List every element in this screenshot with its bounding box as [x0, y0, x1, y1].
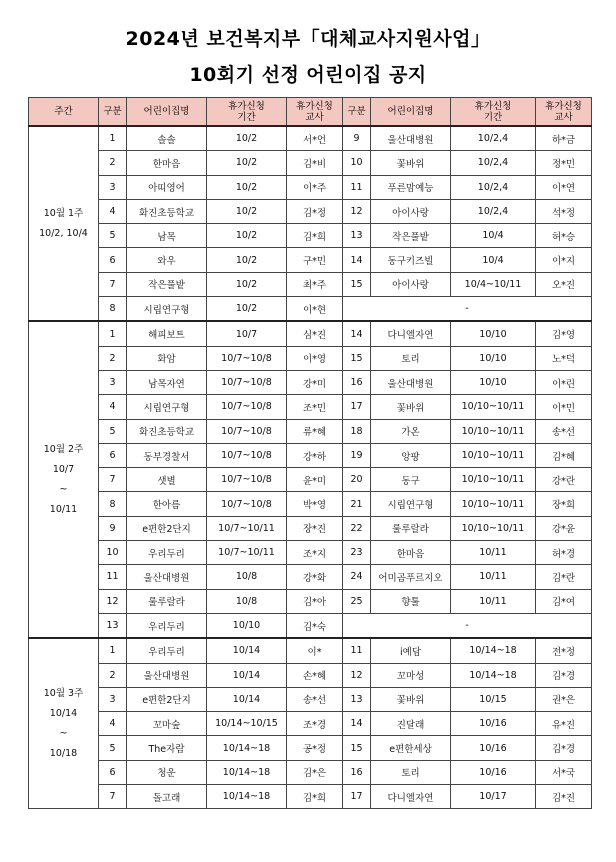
center-name-left: 화진초등학교: [127, 199, 207, 223]
center-name-left: 룰루랄라: [127, 589, 207, 613]
row-no-left: 12: [99, 589, 127, 613]
center-name-right: 동구: [371, 468, 451, 492]
row-no-left: 4: [99, 199, 127, 223]
teacher-left: 강*화: [287, 565, 343, 589]
teacher-left: 장*진: [287, 516, 343, 540]
table-row: [29, 199, 592, 223]
center-name-right: 가온: [371, 419, 451, 443]
row-no-right: 11: [343, 638, 371, 663]
leave-period-right: 10/16: [451, 736, 536, 760]
teacher-right: 하*금: [536, 126, 592, 151]
row-no-left: 11: [99, 565, 127, 589]
row-no-right: 20: [343, 468, 371, 492]
leave-period-left: 10/7~10/8: [207, 468, 287, 492]
center-name-left: 샛별: [127, 468, 207, 492]
leave-period-right: 10/10~10/11: [451, 492, 536, 516]
leave-period-right: 10/16: [451, 712, 536, 736]
center-name-left: 해피보트: [127, 321, 207, 346]
row-no-left: 2: [99, 151, 127, 175]
center-name-left: 우리두리: [127, 613, 207, 638]
row-no-left: 6: [99, 248, 127, 272]
row-no-right: 24: [343, 565, 371, 589]
center-name-left: 화암: [127, 346, 207, 370]
teacher-left: 조*경: [287, 712, 343, 736]
leave-period-left: 10/7: [207, 321, 287, 346]
center-name-right: 다니엘자연: [371, 321, 451, 346]
leave-period-left: 10/2: [207, 175, 287, 199]
leave-period-right: 10/11: [451, 541, 536, 565]
teacher-right: 김*혜: [536, 443, 592, 467]
leave-period-right: 10/15: [451, 687, 536, 711]
leave-period-left: 10/7~10/8: [207, 370, 287, 394]
center-name-left: 화진초등학교: [127, 419, 207, 443]
week-label-line: 10월 1주: [43, 207, 84, 219]
center-name-right: 향툴: [371, 589, 451, 613]
leave-period-left: 10/14~18: [207, 736, 287, 760]
header-col-center-left: 어린이집명: [127, 98, 207, 127]
center-name-left: 돌고래: [127, 785, 207, 809]
row-no-left: 8: [99, 297, 127, 322]
leave-period-left: 10/14~18: [207, 785, 287, 809]
week-label-line: 10/14: [49, 707, 78, 719]
table-row: [29, 785, 592, 809]
table-row: [29, 687, 592, 711]
week-label-line: ~: [59, 727, 68, 739]
leave-period-left: 10/8: [207, 589, 287, 613]
header-col-teacher-right: 휴가신청 교사: [536, 98, 592, 127]
table-row: [29, 736, 592, 760]
row-no-right: 12: [343, 663, 371, 687]
leave-period-left: 10/2: [207, 151, 287, 175]
table-row: [29, 175, 592, 199]
table-row: [29, 151, 592, 175]
center-name-left: 와우: [127, 248, 207, 272]
row-no-right: 16: [343, 370, 371, 394]
leave-period-left: 10/14: [207, 638, 287, 663]
row-no-right: 22: [343, 516, 371, 540]
center-name-left: 한아름: [127, 492, 207, 516]
leave-period-left: 10/7~10/11: [207, 541, 287, 565]
center-name-right: 아이사랑: [371, 199, 451, 223]
week-label: [29, 126, 99, 321]
teacher-right: 권*은: [536, 687, 592, 711]
header-col-center-right: 어린이집명: [371, 98, 451, 127]
table-row: [29, 613, 592, 638]
leave-period-right: 10/10: [451, 370, 536, 394]
teacher-right: 석*정: [536, 199, 592, 223]
center-name-right: 꽃바위: [371, 687, 451, 711]
leave-period-left: 10/2: [207, 224, 287, 248]
row-no-left: 5: [99, 419, 127, 443]
center-name-right: e편한세상: [371, 736, 451, 760]
center-name-left: 울산대병원: [127, 565, 207, 589]
teacher-left: 강*미: [287, 370, 343, 394]
teacher-right: 유*진: [536, 712, 592, 736]
row-no-right: 21: [343, 492, 371, 516]
row-no-left: 1: [99, 638, 127, 663]
leave-period-right: 10/10: [451, 346, 536, 370]
leave-period-left: 10/14~18: [207, 760, 287, 784]
row-no-right: 9: [343, 126, 371, 151]
teacher-left: 김*비: [287, 151, 343, 175]
leave-period-left: 10/7~10/8: [207, 419, 287, 443]
leave-period-right: 10/17: [451, 785, 536, 809]
row-no-left: 1: [99, 321, 127, 346]
center-name-left: 꼬마숲: [127, 712, 207, 736]
row-no-left: 7: [99, 468, 127, 492]
row-no-right: 16: [343, 760, 371, 784]
notice-title: 2024년 보건복지부「대체교사지원사업」: [125, 28, 491, 50]
teacher-left: 서*언: [287, 126, 343, 151]
row-no-left: 6: [99, 443, 127, 467]
table-row: [29, 468, 592, 492]
teacher-right: 김*경: [536, 736, 592, 760]
teacher-left: 송*선: [287, 687, 343, 711]
center-name-right: 진달래: [371, 712, 451, 736]
row-no-right: 13: [343, 224, 371, 248]
leave-period-left: 10/2: [207, 248, 287, 272]
leave-period-left: 10/7~10/8: [207, 443, 287, 467]
row-no-right: 11: [343, 175, 371, 199]
table-row: [29, 638, 592, 663]
row-no-left: 1: [99, 126, 127, 151]
week-label-line: 10월 3주: [43, 687, 84, 699]
table-row: [29, 443, 592, 467]
teacher-left: 구*민: [287, 248, 343, 272]
center-name-right: 어미곰푸르지오: [371, 565, 451, 589]
header-col-period-left: 휴가신청 기간: [207, 98, 287, 127]
teacher-left: 손*혜: [287, 663, 343, 687]
teacher-left: 김*숙: [287, 613, 343, 638]
teacher-right: 허*경: [536, 541, 592, 565]
row-no-left: 3: [99, 687, 127, 711]
row-no-right: 10: [343, 151, 371, 175]
table-row: [29, 370, 592, 394]
row-no-left: 5: [99, 736, 127, 760]
table-row: [29, 589, 592, 613]
center-name-right: 다니엘자연: [371, 785, 451, 809]
center-name-right: 룰루랄라: [371, 516, 451, 540]
table-row: [29, 565, 592, 589]
teacher-right: 허*승: [536, 224, 592, 248]
leave-period-right: 10/10~10/11: [451, 516, 536, 540]
teacher-left: 김*아: [287, 589, 343, 613]
center-name-right: 시립연구형: [371, 492, 451, 516]
leave-period-right: 10/10~10/11: [451, 395, 536, 419]
teacher-right: 이*지: [536, 248, 592, 272]
center-name-right: 토리: [371, 346, 451, 370]
center-name-left: 시립연구형: [127, 395, 207, 419]
teacher-left: 류*혜: [287, 419, 343, 443]
leave-period-right: 10/2,4: [451, 175, 536, 199]
teacher-right: 노*덕: [536, 346, 592, 370]
leave-period-right: 10/2,4: [451, 151, 536, 175]
week-label-line: 10/18: [49, 747, 78, 759]
teacher-left: 이*영: [287, 346, 343, 370]
teacher-left: 이*주: [287, 175, 343, 199]
center-name-left: 울산대병원: [127, 663, 207, 687]
row-no-left: 6: [99, 760, 127, 784]
table-row: [29, 516, 592, 540]
table-row: [29, 541, 592, 565]
leave-period-right: 10/16: [451, 760, 536, 784]
leave-period-right: 10/4~10/11: [451, 272, 536, 296]
leave-period-right: 10/11: [451, 565, 536, 589]
row-no-left: 7: [99, 272, 127, 296]
table-row: [29, 346, 592, 370]
teacher-right: 강*란: [536, 468, 592, 492]
row-no-right: 15: [343, 346, 371, 370]
teacher-right: 김*경: [536, 663, 592, 687]
header-col-no-left: 구분: [99, 98, 127, 127]
leave-period-right: 10/2,4: [451, 199, 536, 223]
teacher-left: 심*진: [287, 321, 343, 346]
teacher-left: 윤*미: [287, 468, 343, 492]
leave-period-left: 10/7~10/11: [207, 516, 287, 540]
teacher-left: 김*은: [287, 760, 343, 784]
row-no-left: 5: [99, 224, 127, 248]
table-row: [29, 663, 592, 687]
header-col-period-right: 휴가신청 기간: [451, 98, 536, 127]
row-no-left: 13: [99, 613, 127, 638]
table-row: [29, 224, 592, 248]
week-label: [29, 321, 99, 638]
center-name-left: 우리두리: [127, 638, 207, 663]
row-no-right: 17: [343, 785, 371, 809]
leave-period-left: 10/2: [207, 199, 287, 223]
header-col-teacher-left: 휴가신청 교사: [287, 98, 343, 127]
center-name-left: e편한2단지: [127, 516, 207, 540]
center-name-right: i예담: [371, 638, 451, 663]
teacher-right: 오*진: [536, 272, 592, 296]
teacher-right: 정*민: [536, 151, 592, 175]
row-no-left: 8: [99, 492, 127, 516]
leave-period-left: 10/2: [207, 126, 287, 151]
center-name-right: 동구키즈빌: [371, 248, 451, 272]
center-name-right: 토리: [371, 760, 451, 784]
week-section: [29, 321, 592, 638]
table-header: [29, 98, 592, 127]
leave-period-right: 10/10~10/11: [451, 419, 536, 443]
row-no-left: 2: [99, 663, 127, 687]
center-name-left: 솔솔: [127, 126, 207, 151]
center-name-right: 앙팡: [371, 443, 451, 467]
teacher-left: 김*희: [287, 224, 343, 248]
row-no-right: 17: [343, 395, 371, 419]
notice-subtitle: 10회기 선정 어린이집 공지: [189, 64, 427, 86]
center-name-right: 푸른맘예능: [371, 175, 451, 199]
row-no-left: 4: [99, 395, 127, 419]
teacher-left: 최*주: [287, 272, 343, 296]
teacher-left: 김*정: [287, 199, 343, 223]
teacher-left: 이*: [287, 638, 343, 663]
table-row: [29, 321, 592, 346]
row-no-right: 13: [343, 687, 371, 711]
table-row: [29, 297, 592, 322]
row-no-left: 3: [99, 370, 127, 394]
leave-period-left: 10/14~10/15: [207, 712, 287, 736]
center-name-left: 한마음: [127, 151, 207, 175]
center-name-left: 우리두리: [127, 541, 207, 565]
row-no-right: 14: [343, 248, 371, 272]
table-row: [29, 395, 592, 419]
center-name-left: The자람: [127, 736, 207, 760]
week-section: [29, 638, 592, 809]
teacher-left: 김*희: [287, 785, 343, 809]
center-name-left: 청운: [127, 760, 207, 784]
leave-period-left: 10/7~10/8: [207, 492, 287, 516]
center-name-left: 남목: [127, 224, 207, 248]
center-name-right: 아이사랑: [371, 272, 451, 296]
leave-period-right: 10/4: [451, 224, 536, 248]
week-label-line: ~: [59, 483, 68, 495]
leave-period-left: 10/2: [207, 297, 287, 322]
selection-table: [28, 97, 592, 809]
header-col-no-right: 구분: [343, 98, 371, 127]
center-name-right: 한마음: [371, 541, 451, 565]
teacher-left: 강*하: [287, 443, 343, 467]
row-no-right: 18: [343, 419, 371, 443]
center-name-right: 울산대병원: [371, 370, 451, 394]
row-no-right: 25: [343, 589, 371, 613]
center-name-right: 작은풀밭: [371, 224, 451, 248]
row-no-right: 15: [343, 736, 371, 760]
row-no-left: 7: [99, 785, 127, 809]
table-row: [29, 272, 592, 296]
leave-period-left: 10/2: [207, 272, 287, 296]
teacher-right: 송*선: [536, 419, 592, 443]
table-row: [29, 419, 592, 443]
center-name-right: 꽃바위: [371, 151, 451, 175]
teacher-left: 조*민: [287, 395, 343, 419]
row-no-right: 23: [343, 541, 371, 565]
leave-period-right: 10/11: [451, 589, 536, 613]
row-no-right: 15: [343, 272, 371, 296]
center-name-left: 시립연구형: [127, 297, 207, 322]
center-name-right: 꼬마성: [371, 663, 451, 687]
teacher-right: 이*린: [536, 370, 592, 394]
row-no-right: 14: [343, 712, 371, 736]
center-name-left: 아띠영어: [127, 175, 207, 199]
row-no-left: 4: [99, 712, 127, 736]
leave-period-left: 10/10: [207, 613, 287, 638]
leave-period-right: 10/10~10/11: [451, 468, 536, 492]
center-name-left: e편한2단지: [127, 687, 207, 711]
leave-period-right: 10/10: [451, 321, 536, 346]
teacher-right: 김*여: [536, 589, 592, 613]
table-row: [29, 248, 592, 272]
teacher-left: 공*정: [287, 736, 343, 760]
row-no-right: 12: [343, 199, 371, 223]
leave-period-left: 10/7~10/8: [207, 395, 287, 419]
leave-period-left: 10/8: [207, 565, 287, 589]
table-row: [29, 126, 592, 151]
leave-period-left: 10/14: [207, 663, 287, 687]
row-no-right: 14: [343, 321, 371, 346]
table-row: [29, 760, 592, 784]
leave-period-left: 10/7~10/8: [207, 346, 287, 370]
table-row: [29, 712, 592, 736]
table-row: [29, 492, 592, 516]
row-no-right: 19: [343, 443, 371, 467]
week-section: [29, 126, 592, 321]
center-name-right: 울산대병원: [371, 126, 451, 151]
leave-period-right: 10/4: [451, 248, 536, 272]
row-no-left: 10: [99, 541, 127, 565]
row-no-left: 2: [99, 346, 127, 370]
leave-period-right: 10/14~18: [451, 638, 536, 663]
leave-period-right: 10/2,4: [451, 126, 536, 151]
teacher-right: 서*국: [536, 760, 592, 784]
week-label-line: 10월 2주: [43, 443, 84, 455]
row-no-left: 3: [99, 175, 127, 199]
teacher-right: 이*민: [536, 395, 592, 419]
center-name-left: 동부경찰서: [127, 443, 207, 467]
teacher-right: 이*연: [536, 175, 592, 199]
row-no-left: 9: [99, 516, 127, 540]
teacher-right: 김*영: [536, 321, 592, 346]
leave-period-right: 10/10~10/11: [451, 443, 536, 467]
week-label: [29, 638, 99, 809]
empty-merged-cell: -: [343, 297, 592, 322]
week-label-line: 10/7: [52, 463, 75, 475]
teacher-left: 이*현: [287, 297, 343, 322]
teacher-right: 김*란: [536, 565, 592, 589]
teacher-right: 장*희: [536, 492, 592, 516]
week-label-line: 10/2, 10/4: [39, 227, 88, 239]
empty-merged-cell: -: [343, 613, 592, 638]
teacher-left: 조*지: [287, 541, 343, 565]
teacher-right: 김*진: [536, 785, 592, 809]
teacher-right: 강*윤: [536, 516, 592, 540]
leave-period-left: 10/14: [207, 687, 287, 711]
teacher-left: 박*영: [287, 492, 343, 516]
header-col-week: 주간: [29, 98, 99, 127]
center-name-left: 남목자연: [127, 370, 207, 394]
teacher-right: 전*정: [536, 638, 592, 663]
week-label-line: 10/11: [49, 503, 78, 515]
center-name-right: 꽃바위: [371, 395, 451, 419]
leave-period-right: 10/14~18: [451, 663, 536, 687]
center-name-left: 작은풀밭: [127, 272, 207, 296]
